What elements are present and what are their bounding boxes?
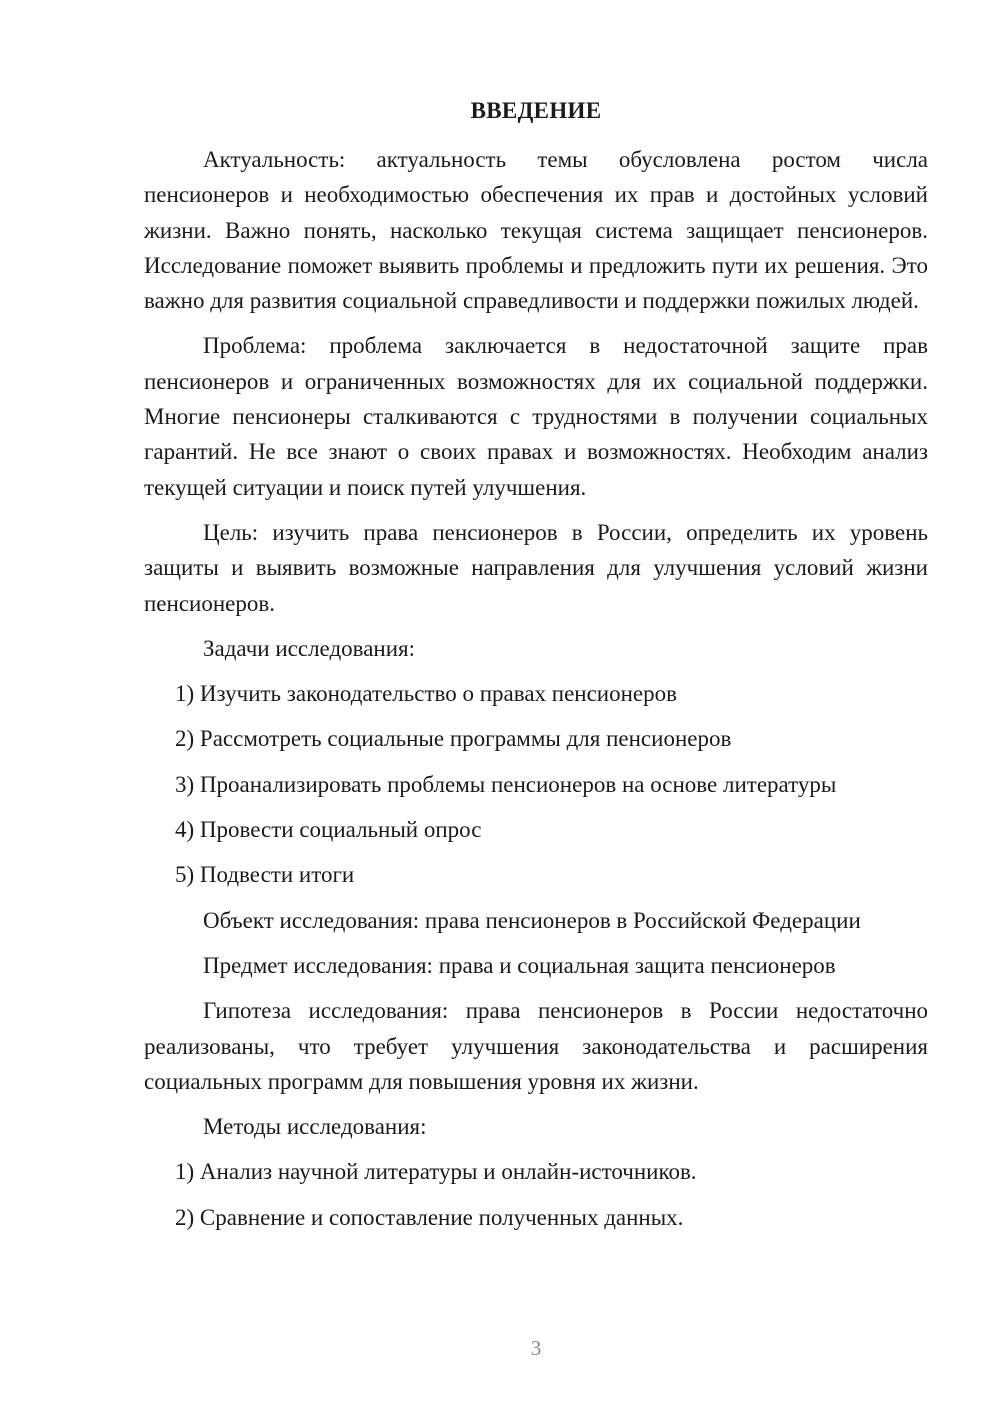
method-item-1: 1) Анализ научной литературы и онлайн-источников. (175, 1159, 697, 1185)
page-number: 3 (530, 1336, 542, 1360)
section-title: ВВЕДЕНИЕ (470, 98, 602, 123)
methods-heading: Методы исследования: (203, 1114, 427, 1140)
task-item-1: 1) Изучить законодательство о правах пенсионеров (175, 681, 677, 707)
task-item-3: 3) Проанализировать проблемы пенсионеров на основе литературы (175, 771, 837, 797)
research-subject: Предмет исследования: права и социальная защита пенсионеров (203, 952, 836, 978)
tasks-heading: Задачи исследования: (203, 635, 416, 661)
problem-paragraph: Проблема: проблема заключается в недостаточной защите прав пенсионеров и ограниченных возможностях для их социальной поддержки. Многие пенсионеры сталкиваются с трудностями в получении социальных гарантий. Не все знают о своих правах и возможностях. Необходим анализ текущей ситуации и поиск путей улучшения. (144, 333, 928, 500)
task-item-2: 2) Рассмотреть социальные программы для пенсионеров (175, 726, 732, 752)
task-item-4: 4) Провести социальный опрос (175, 817, 482, 843)
page-content (144, 142, 928, 1245)
hypothesis-paragraph: Гипотеза исследования: права пенсионеров в России недостаточно реализованы, что требует улучшения законодательства и расширения социальных программ для повышения уровня их жизни. (144, 998, 928, 1094)
research-object: Объект исследования: права пенсионеров в Российской Федерации (203, 907, 861, 933)
method-item-2: 2) Сравнение и сопоставление полученных данных. (175, 1204, 684, 1230)
relevance-paragraph: Актуальность: актуальность темы обусловлена ростом числа пенсионеров и необходимостью обеспечения их прав и достойных условий жизни. Важно понять, насколько текущая система защищает пенсионеров. Исследование поможет выявить проблемы и предложить пути их решения. Это важно для развития социальной справедливости и поддержки пожилых людей. (144, 147, 928, 314)
goal-paragraph: Цель: изучить права пенсионеров в России, определить их уровень защиты и выявить возможные направления для улучшения условий жизни пенсионеров. (144, 519, 928, 616)
task-item-5: 5) Подвести итоги (175, 862, 355, 888)
